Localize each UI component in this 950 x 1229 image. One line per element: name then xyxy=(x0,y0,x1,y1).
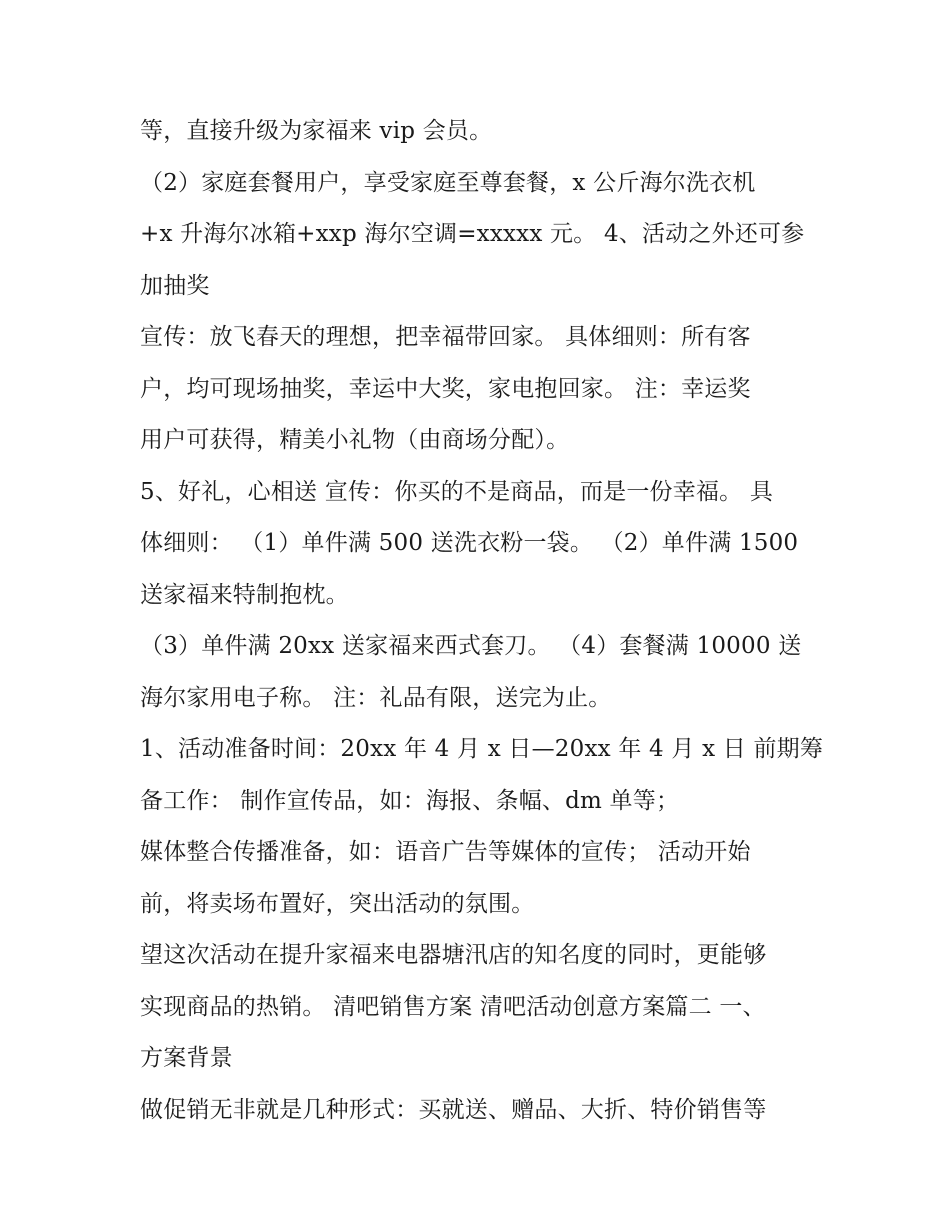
text-line: 宣传：放飞春天的理想，把幸福带回家。 具体细则：所有客 xyxy=(140,324,751,350)
text-line: +x 升海尔冰箱+xxp 海尔空调=xxxxx 元。 4、活动之外还可参 xyxy=(140,221,805,247)
text-line: 5、好礼，心相送 宣传：你买的不是商品，而是一份幸福。 具 xyxy=(140,478,774,505)
text-line: （3）单件满 20xx 送家福来西式套刀。 （4）套餐满 10000 送 xyxy=(140,633,802,659)
text-line: 送家福来特制抱枕。 xyxy=(140,581,349,608)
text-line: 实现商品的热销。 清吧销售方案 清吧活动创意方案篇二 一、 xyxy=(140,993,766,1020)
text-line: 望这次活动在提升家福来电器塘汛店的知名度的同时，更能够 xyxy=(140,942,767,968)
text-line: 做促销无非就是几种形式：买就送、赠品、大折、特价销售等 xyxy=(140,1096,767,1123)
text-line: 户，均可现场抽奖，幸运中大奖，家电抱回家。 注：幸运奖 xyxy=(140,375,751,402)
text-line: （2）家庭套餐用户，享受家庭至尊套餐，x 公斤海尔洗衣机 xyxy=(140,169,756,196)
text-line: 前，将卖场布置好，突出活动的氛围。 xyxy=(140,890,535,917)
text-line: 媒体整合传播准备，如：语音广告等媒体的宣传； 活动开始 xyxy=(140,839,751,865)
document-body xyxy=(140,106,824,1136)
text-line: 方案背景 xyxy=(140,1045,233,1071)
text-line: 用户可获得，精美小礼物（由商场分配）。 xyxy=(140,427,570,453)
text-line: 1、活动准备时间：20xx 年 4 月 x 日—20xx 年 4 月 x 日 前期筹 xyxy=(140,736,824,762)
text-line: 海尔家用电子称。 注：礼品有限，送完为止。 xyxy=(140,684,612,711)
text-line: 备工作： 制作宣传品，如：海报、条幅、dm 单等； xyxy=(140,787,680,814)
text-line: 体细则： （1）单件满 500 送洗衣粉一袋。 （2）单件满 1500 xyxy=(140,530,799,556)
text-line: 等，直接升级为家福来 vip 会员。 xyxy=(140,118,493,144)
text-line: 加抽奖 xyxy=(140,272,210,299)
